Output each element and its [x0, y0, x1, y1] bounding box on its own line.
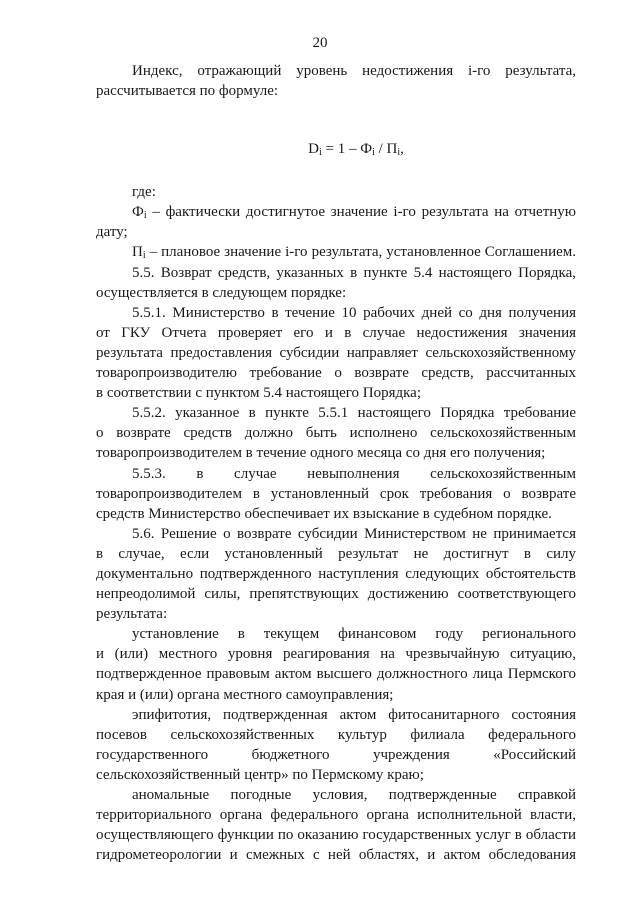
paragraph-5-5: 5.5. Возврат средств, указанных в пункте 5.4 настоящего Порядка,	[132, 264, 576, 281]
formula: $D_i = 1 - Ф_i / П_i$,	[308, 141, 404, 159]
paragraph-5-5-2-line: товаропроизводителем в течение одного месяца со дня его получения;	[96, 445, 546, 462]
paragraph-5-5-3: 5.5.3. в случае невыполнения сельскохозяйственным	[132, 465, 576, 482]
paragraph-5-6-line: непреодолимой силы, препятствующих достижению соответствующего	[96, 586, 576, 603]
paragraph-5-5-1-line: результата предоставления субсидии направляет сельскохозяйственному	[96, 344, 576, 361]
paragraph-emergency-line: и (или) местного уровня реагирования на чрезвычайную ситуацию,	[96, 646, 576, 663]
paragraph-5-5-1-line: товаропроизводителю требование о возврате средств, рассчитанных	[96, 365, 576, 382]
paragraph-phi-definition: $Ф_i$ – фактически достигнутое значение i-го результата на отчетную	[132, 204, 576, 222]
paragraph-5-5-1-line: в соответствии с пунктом 5.4 настоящего Порядка;	[96, 385, 422, 402]
paragraph-emergency: установление в текущем финансовом году регионального	[132, 626, 576, 643]
page-number: 20	[312, 35, 328, 51]
paragraph-5-5-2-line: о возврате средств должно быть исполнено сельскохозяйственным	[96, 425, 576, 442]
paragraph-5-6-line: в случае, если установленный результат не достигнут в силу	[96, 545, 576, 562]
paragraph-epiphytotic-line: сельскохозяйственный центр» по Пермскому краю;	[96, 766, 424, 783]
paragraph-epiphytotic-line: посевов сельскохозяйственных культур филиала федерального	[96, 726, 576, 743]
paragraph-5-6-line: документально подтвержденного наступления следующих обстоятельств	[96, 565, 576, 582]
paragraph-index-definition: Индекс, отражающий уровень недостижения i-го результата,	[132, 63, 576, 79]
paragraph-weather-line: гидрометеорологии и смежных с ней областях, и актом обследования	[96, 847, 576, 864]
paragraph-pi-definition: $П_i$ – плановое значение i-го результата, установленное Соглашением.	[132, 244, 576, 262]
paragraph-5-6-line: результата:	[96, 606, 168, 623]
paragraph-index-definition-cont: рассчитывается по формуле:	[96, 83, 279, 100]
paragraph-emergency-line: края и (или) органа местного самоуправления;	[96, 686, 394, 703]
paragraph-emergency-line: подтвержденное правовым актом высшего должностного лица Пермского	[96, 666, 576, 683]
paragraph-5-5-3-line: товаропроизводителем в установленный срок требования о возврате	[96, 485, 576, 502]
paragraph-5-5-1-line: от ГКУ Отчета проверяет его и в случае недостижения значения	[96, 324, 576, 341]
paragraph-epiphytotic-line: государственного бюджетного учреждения «Российский	[96, 746, 576, 763]
paragraph-5-5-1: 5.5.1. Министерство в течение 10 рабочих дней со дня получения	[132, 304, 576, 321]
paragraph-5-5-2: 5.5.2. указанное в пункте 5.5.1 настоящего Порядка требование	[132, 405, 576, 422]
paragraph-5-5-3-line: средств Министерство обеспечивает их взыскание в судебном порядке.	[96, 505, 552, 522]
paragraph-phi-definition-cont: дату;	[96, 224, 128, 241]
document-body	[96, 61, 576, 865]
paragraph-weather: аномальные погодные условия, подтвержденные справкой	[132, 787, 576, 803]
paragraph-where: где:	[132, 184, 156, 201]
paragraph-5-6: 5.6. Решение о возврате субсидии Министерством не принимается	[132, 525, 576, 542]
paragraph-weather-line: осуществляющего функции по оказанию государственных услуг в области	[96, 827, 576, 844]
paragraph-5-5-cont: осуществляется в следующем порядке:	[96, 284, 347, 301]
paragraph-epiphytotic: эпифитотия, подтвержденная актом фитосанитарного состояния	[132, 706, 576, 723]
paragraph-weather-line: территориального органа федерального органа исполнительной власти,	[96, 807, 576, 824]
